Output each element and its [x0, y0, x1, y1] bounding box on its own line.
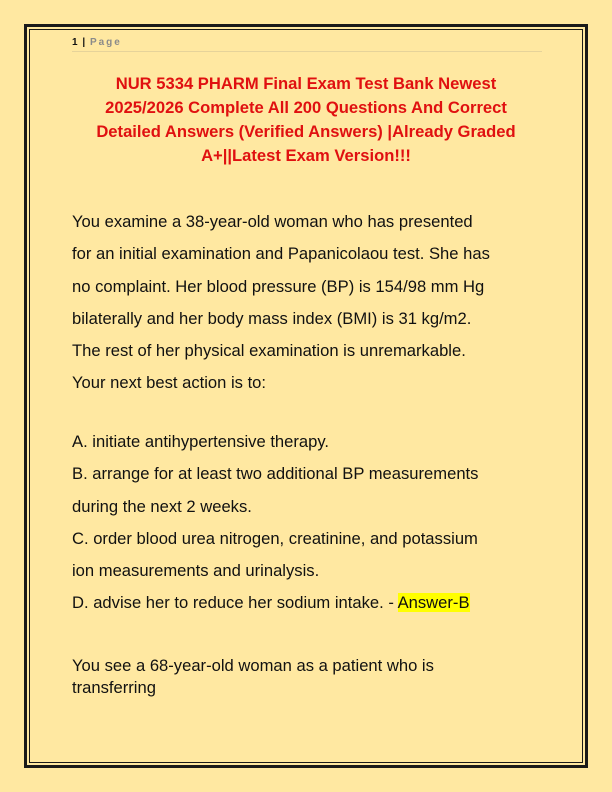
question-1-options [72, 426, 542, 620]
question-2-stem [72, 655, 542, 699]
title-line: A+||Latest Exam Version!!! [201, 146, 411, 165]
title-line: Detailed Answers (Verified Answers) |Already Graded [96, 122, 516, 141]
option-d-text: D. advise her to reduce her sodium intake. - [72, 593, 398, 613]
question-line: no complaint. Her blood pressure (BP) is 154/98 mm Hg [72, 276, 485, 296]
option-line: during the next 2 weeks. [72, 496, 252, 516]
title-line: NUR 5334 PHARM Final Exam Test Bank Newest [115, 74, 497, 93]
page-header [72, 37, 542, 52]
question-line: You examine a 38-year-old woman who has presented [72, 212, 473, 231]
question-line: for an initial examination and Papanicolaou test. She has [72, 244, 490, 264]
question-line: bilaterally and her body mass index (BMI) is 31 kg/m2. [72, 308, 472, 328]
question-line: transferring [72, 678, 156, 697]
option-line: A. initiate antihypertensive therapy. [72, 432, 330, 451]
question-line: The rest of her physical examination is unremarkable. [72, 341, 466, 361]
title-line: 2025/2026 Complete All 200 Questions And Correct [105, 98, 507, 117]
option-line-last [72, 587, 542, 619]
document-title [62, 72, 550, 168]
question-line: You see a 68-year-old woman as a patient who is [72, 656, 434, 675]
option-line: C. order blood urea nitrogen, creatinine, and potassium [72, 528, 478, 548]
page-number: 1 [72, 37, 78, 48]
option-line: ion measurements and urinalysis. [72, 561, 320, 581]
page-word: Page [89, 37, 122, 48]
answer-highlight: Answer-B [397, 593, 470, 613]
question-line: Your next best action is to: [72, 373, 267, 393]
option-line: B. arrange for at least two additional BP measurements [72, 464, 479, 484]
question-1-stem [72, 206, 542, 400]
page-separator: | [82, 37, 86, 48]
